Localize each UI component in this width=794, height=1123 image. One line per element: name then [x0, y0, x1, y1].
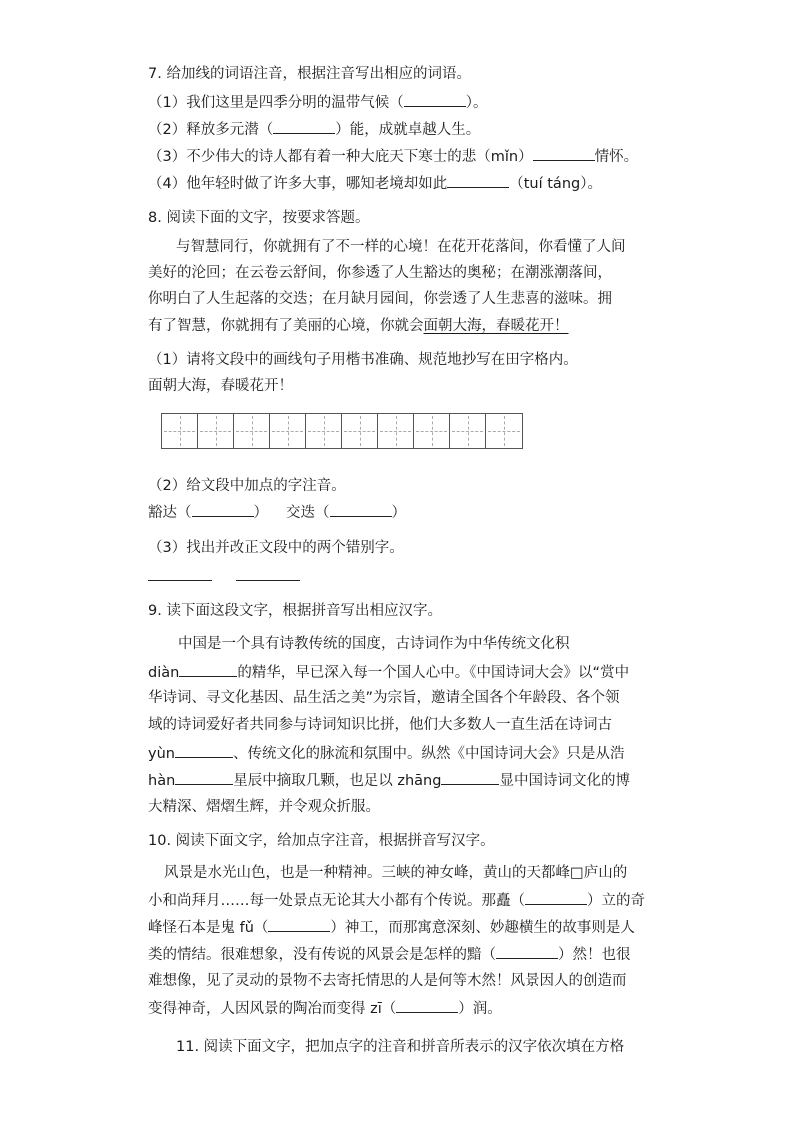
answer-blank[interactable]: [496, 944, 558, 959]
answer-blank[interactable]: [404, 92, 466, 107]
underlined-sentence: 面朝大海，春暖花开！: [423, 318, 569, 334]
q9-passage-line: 华诗词、寻文化基因、品生活之美”为宗旨，邀请全国各个年龄段、各个领: [148, 690, 620, 706]
q8-passage-line: 与智慧同行，你就拥有了不一样的心境！在花开花落间，你看懂了人间: [176, 239, 626, 255]
tianzige-grid: [161, 413, 523, 449]
grid-cell[interactable]: [450, 414, 486, 448]
q8-sub-2: （2）给文段中加点的字注音。: [148, 478, 346, 494]
answer-blank[interactable]: [192, 502, 254, 517]
answer-blank[interactable]: [447, 173, 509, 188]
grid-cell[interactable]: [162, 414, 198, 448]
grid-cell[interactable]: [414, 414, 450, 448]
q9-passage-line: diàn 的精华，早已深入每一个国人心中。《中国诗词大会》以“赏中: [148, 662, 629, 683]
q7-item-3: （3）不少伟大的诗人都有着一种大庇天下寒士的悲（mǐn） 情怀。: [148, 146, 638, 167]
answer-blank[interactable]: [525, 890, 587, 905]
answer-blank[interactable]: [268, 917, 330, 932]
q9-passage-line: 域的诗词爱好者共同参与诗词知识比拼，他们大多数人一直生活在诗词古: [148, 717, 612, 733]
answer-blank[interactable]: [330, 502, 392, 517]
q10-title: 10. 阅读下面文字，给加点字注音，根据拼音写汉字。: [148, 833, 495, 849]
q8-passage-line: 有了智慧，你就拥有了美丽的心境，你就会面朝大海，春暖花开！: [148, 318, 569, 334]
q8-passage-line: 你明白了人生起落的交迭；在月缺月园间，你尝透了人生悲喜的滋味。拥: [148, 291, 612, 307]
q8-copy-sentence: 面朝大海，春暖花开！: [148, 378, 293, 394]
grid-cell[interactable]: [306, 414, 342, 448]
answer-blank[interactable]: [179, 662, 237, 677]
answer-blank[interactable]: [175, 770, 233, 785]
q9-passage-line: yùn 、传统文化的脉流和氛围中。纵然《中国诗词大会》只是从浩: [148, 743, 624, 764]
q9-passage-line: 大精深、熠熠生辉，并令观众折服。: [148, 799, 380, 815]
q10-passage-line: 小和尚拜月……每一处景点无论其大小都有个传说。那矗（ ）立的奇: [148, 890, 645, 911]
q9-passage-line: 中国是一个具有诗教传统的国度，古诗词作为中华传统文化积: [178, 636, 570, 652]
answer-blank[interactable]: [148, 580, 212, 581]
q10-passage-line: 峰怪石本是鬼 fǔ（ ）神工，而那寓意深刻、妙趣横生的故事则是人: [148, 917, 635, 938]
grid-cell[interactable]: [234, 414, 270, 448]
q10-passage-line: 变得神奇，人因风景的陶冶而变得 zī（ ）润。: [148, 998, 502, 1019]
q10-passage-line: 风景是水光山色，也是一种精神。三峡的神女峰，黄山的天都峰□庐山的: [164, 865, 628, 881]
grid-cell[interactable]: [198, 414, 234, 448]
answer-blank[interactable]: [441, 770, 499, 785]
q8-sub-3: （3）找出并改正文段中的两个错别字。: [148, 540, 404, 556]
q7-item-2: （2）释放多元潜（ ）能，成就卓越人生。: [148, 119, 480, 140]
q8-sub-1: （1）请将文段中的画线句子用楷书准确、规范地抄写在田字格内。: [148, 352, 578, 368]
q9-title: 9. 读下面这段文字，根据拼音写出相应汉字。: [148, 603, 442, 619]
q10-passage-line: 类的情结。很难想象，没有传说的风景会是怎样的黯（ ）然！也很: [148, 944, 631, 965]
q7-item-4: （4）他年轻时做了许多大事，哪知老境却如此 （tuí táng）。: [148, 173, 602, 194]
grid-cell[interactable]: [486, 414, 522, 448]
answer-blank[interactable]: [533, 146, 595, 161]
answer-blank[interactable]: [273, 119, 335, 134]
answer-blank[interactable]: [175, 743, 233, 758]
q8-title: 8. 阅读下面的文字，按要求答题。: [148, 210, 370, 226]
q8-passage-line: 美好的沦回；在云卷云舒间，你参透了人生豁达的奥秘；在潮涨潮落间，: [148, 265, 612, 281]
q8-pinyin-row: 豁达（ ） 交迭（ ）: [148, 502, 406, 523]
answer-blank[interactable]: [236, 580, 300, 581]
q10-passage-line: 难想像，见了灵动的景物不去寄托情思的人是何等木然！风景因人的创造而: [148, 973, 627, 989]
q11-title: 11. 阅读下面文字，把加点字的注音和拼音所表示的汉字依次填在方格: [176, 1039, 625, 1055]
q9-passage-line: hàn 星辰中摘取几颗，也足以 zhāng 显中国诗词文化的博: [148, 770, 630, 791]
q7-title: 7. 给加线的词语注音，根据注音写出相应的词语。: [148, 66, 471, 82]
grid-cell[interactable]: [270, 414, 306, 448]
grid-cell[interactable]: [342, 414, 378, 448]
grid-cell[interactable]: [378, 414, 414, 448]
answer-blank[interactable]: [396, 998, 458, 1013]
q7-item-1: （1）我们这里是四季分明的温带气候（ ）。: [148, 92, 487, 113]
